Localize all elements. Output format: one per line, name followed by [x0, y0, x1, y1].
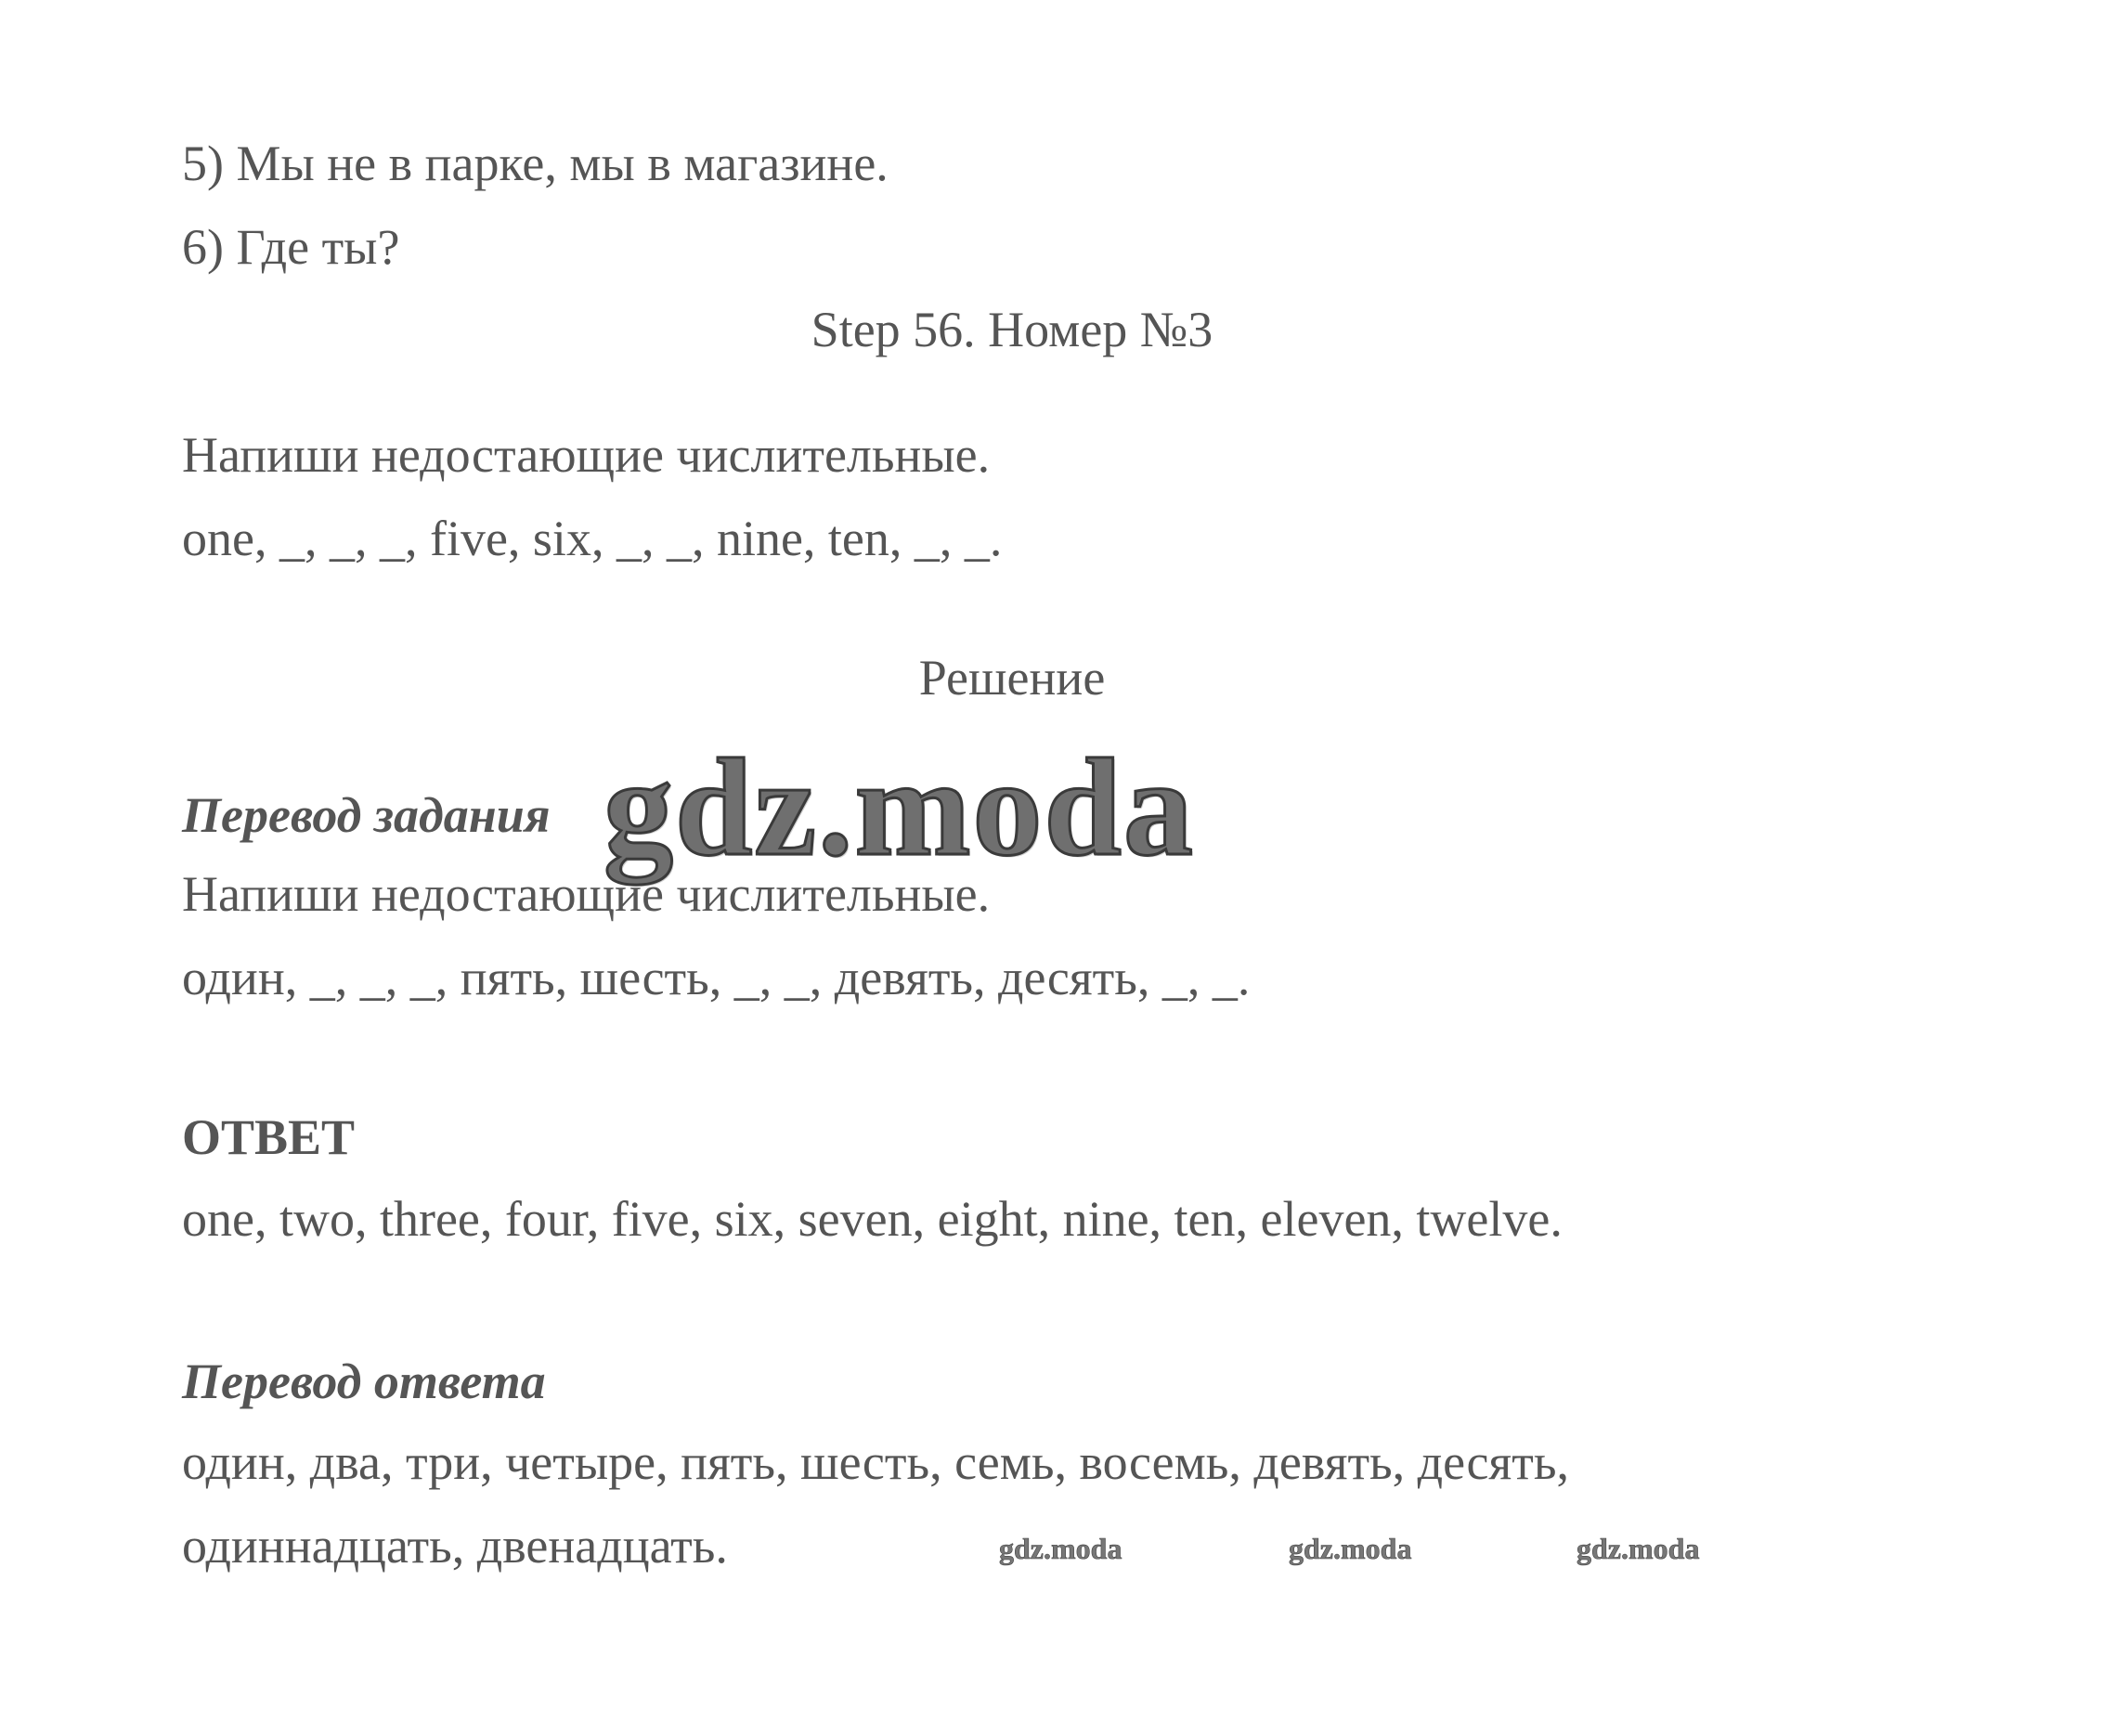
watermark-logo: gdz.moda — [603, 731, 1195, 885]
exercise-heading: Step 56. Номер №3 — [811, 302, 1213, 357]
answer-translation-label: Перевод ответа — [182, 1354, 546, 1409]
answer-translation-line2: одиннадцать, двенадцать. — [182, 1518, 728, 1574]
task-translation-instruction: Напиши недостающие числительные. — [182, 866, 991, 922]
task-instruction: Напиши недостающие числительные. — [182, 427, 991, 483]
watermark-small-3: gdz.moda — [1577, 1532, 1700, 1565]
task-translation-label: Перевод задания — [182, 787, 551, 843]
list-item-5: 5) Мы не в парке, мы в магазине. — [182, 136, 889, 191]
task-translation-sequence: один, _, _, _, пять, шесть, _, _, девять, десять, _, _. — [182, 950, 1251, 1005]
solution-title: Решение — [918, 650, 1106, 706]
task-sequence: one, _, _, _, five, six, _, _, nine, ten, _, _. — [182, 511, 1003, 566]
watermark-small-2: gdz.moda — [1289, 1532, 1412, 1565]
watermark-small-1: gdz.moda — [999, 1532, 1122, 1565]
answer-translation-line1: один, два, три, четыре, пять, шесть, семь, восемь, девять, десять, — [182, 1434, 1569, 1490]
list-item-6: 6) Где ты? — [182, 219, 400, 275]
answer-label: ОТВЕТ — [182, 1109, 356, 1165]
answer-text: one, two, three, four, five, six, seven, eight, nine, ten, eleven, twelve. — [182, 1191, 1563, 1247]
